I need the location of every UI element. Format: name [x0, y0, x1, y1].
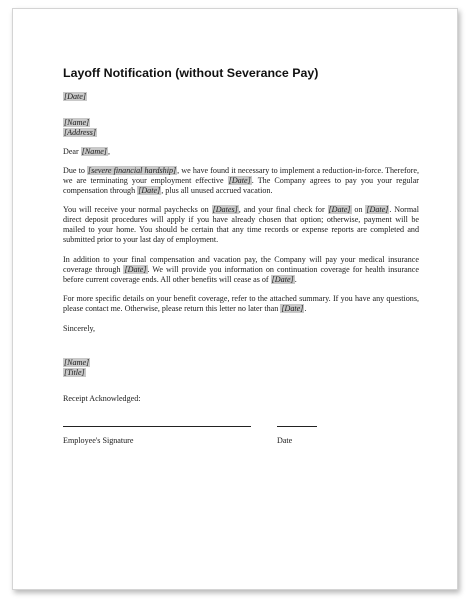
date-placeholder: [Date] — [64, 92, 87, 102]
recipient-block — [63, 118, 419, 138]
recipient-name-placeholder: [Name] — [64, 118, 90, 128]
paragraph-3: In addition to your final compensation and vacation pay, the Company will pay your medical insurance coverage through [Date]. We will provide you information on continuation coverage for health insurance before current coverage ends. All other benefits will cease as of [Date]. — [63, 254, 419, 284]
salutation: Dear [Name], — [63, 146, 110, 156]
signature-lines — [63, 416, 419, 436]
date-line — [63, 92, 419, 102]
paragraph-4: For more specific details on your benefit coverage, refer to the attached summary. If you have any questions, please contact me. Otherwise, please return this letter no later than [Date]. — [63, 294, 419, 314]
document-title: Layoff Notification (without Severance Pay) — [63, 66, 319, 80]
paragraph-2: You will receive your normal paychecks on [Dates], and your final check for [Date] on [Date]. Normal direct deposit procedures will apply if you have already chosen that option; otherwise, payment will be mailed to your home. You should be certain that any time records or expense reports are completed and submitted prior to your last day of employment. — [63, 205, 419, 244]
recipient-address-placeholder: [Address] — [64, 128, 97, 138]
signer-title-placeholder: [Title] — [64, 367, 85, 377]
salutation-name-placeholder: [Name] — [81, 146, 107, 156]
closing: Sincerely, — [63, 324, 96, 334]
signer-name-placeholder: [Name] — [64, 358, 90, 368]
signature-labels — [63, 436, 419, 448]
signer-block — [63, 358, 419, 378]
employee-signature-label: Employee's Signature — [63, 435, 134, 445]
paragraph-1: Due to [severe financial hardship], we have found it necessary to implement a reduction-in-force. Therefore, we are terminating your employment effective [Date]. The Company agrees to pay you your regular compensation through [Date], plus all unused accrued vacation. — [63, 165, 419, 195]
date-signature-line — [277, 426, 317, 427]
document-page — [12, 8, 458, 590]
employee-signature-line — [63, 426, 251, 427]
date-label: Date — [277, 435, 293, 445]
receipt-acknowledged: Receipt Acknowledged: — [63, 393, 141, 403]
letter-body — [63, 67, 419, 448]
